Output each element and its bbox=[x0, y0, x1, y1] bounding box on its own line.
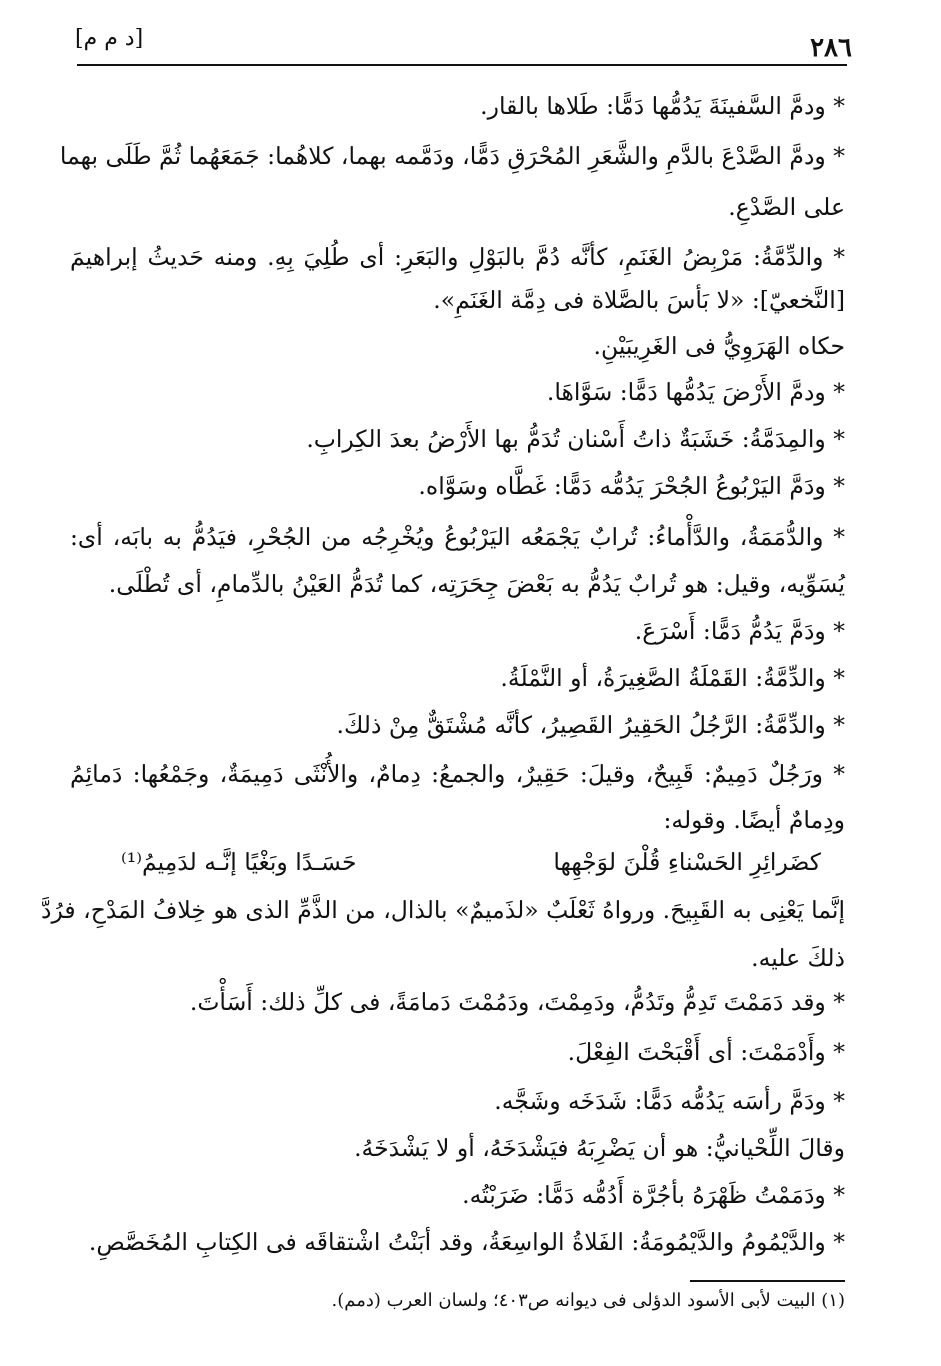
text-line: * ورَجُلٌ دَمِيمٌ: قَبِيحٌ، وقيلَ: حَقِيرٌ، والجمعُ: دِمامٌ، والأُنْثَى دَمِيمَةٌ، وجَمْعُها: دَمائِمُ bbox=[70, 760, 845, 788]
text-line: إنَّما يَعْنِى به القَبِيحَ. ورواهُ ثَعْلَبٌ «لذَميمٌ» بالذال، من الذَّمِّ الذى هو خِلافُ المَدْحِ، فرُدَّ bbox=[40, 896, 845, 924]
text-line: * والدَّيْمُومُ والدَّيْمُومَةُ: الفَلاةُ الواسِعَةُ، وقد أبَنْتُ اشْتقاقَه فى الكِتابِ المُخَصَّصِ. bbox=[88, 1228, 845, 1256]
text-line: * ودَمَّ رأسَه يَدُمُّه دَمًّا: شَدَخَه وشَجَّه. bbox=[494, 1087, 845, 1115]
text-line: * والدِّمَّةُ: القَمْلَةُ الصَّغِيرَةُ، أو النَّمْلَةُ. bbox=[500, 664, 845, 692]
text-line: * وأَدْمَمْتَ: أى أَقْبَحْتَ الفِعْلَ. bbox=[567, 1038, 845, 1066]
text-line: * والدِّمَّةُ: الرَّجُلُ الحَقِيرُ القَصِيرُ، كأنَّه مُشْتَقٌّ مِنْ ذلكَ. bbox=[336, 711, 845, 739]
text-line: * ودمَّ الأَرْضَ يَدُمُّها دَمًّا: سَوَّاهَا. bbox=[546, 378, 845, 406]
text-line: * ودمَّ الصَّدْعَ بالدَّمِ والشَّعَرِ المُحْرَقِ دَمًّا، ودَمَّمه بهما، كلاهُما: جَمَعَهُما ثُمَّ طَلَى بهما bbox=[59, 142, 845, 170]
text-line: * ودَمَمْتُ ظَهْرَهُ بأجُرَّة أَدُمُّه دَمًّا: ضَرَبْتُه. bbox=[462, 1181, 845, 1209]
verse-second-hemistich: حَسَـدًا وبَغْيًا إنَّـه لدَمِيمُ⁽¹⁾ bbox=[121, 848, 357, 876]
text-line: * وقد دَمَمْتَ تَدِمُّ وتَدُمُّ، ودَمِمْتَ، ودَمُمْتَ دَمامَةً، فى كلِّ ذلك: أَسَأْتَ. bbox=[189, 988, 845, 1016]
verse-first-hemistich: كضَرائِرِ الحَسْناءِ قُلْنَ لوَجْهِها bbox=[553, 848, 821, 876]
text-line: على الصَّدْعِ. bbox=[728, 193, 845, 221]
text-line: وقالَ اللِّحْيانيُّ: هو أن يَضْرِبَهُ فيَشْدَخَهُ، أو لا يَشْدَخَهُ. bbox=[354, 1134, 845, 1162]
text-line: * والدُّمَمَةُ، والدَّأْماءُ: تُرابٌ يَجْمَعُه اليَرْبُوعُ ويُخْرِجُه من الجُحْرِ، فيَدُمُّ به بابَه، أى: bbox=[70, 523, 845, 551]
text-line: ودِمامٌ أيضًا. وقوله: bbox=[663, 806, 845, 834]
text-line: * ودمَّ السَّفينَةَ يَدُمُّها دَمًّا: طَلاها بالقار. bbox=[480, 92, 845, 120]
poetry-verse bbox=[121, 840, 821, 884]
footnote-rule bbox=[690, 1280, 845, 1282]
header-rule bbox=[77, 64, 847, 66]
page-number: ٢٨٦ bbox=[810, 33, 852, 63]
text-line: * ودَمَّ اليَرْبُوعُ الجُحْرَ يَدُمُّه دَمًّا: غَطَّاه وسَوَّاه. bbox=[418, 472, 845, 500]
text-line: ذلكَ عليه. bbox=[751, 944, 845, 972]
text-line: * والدِّمَّةُ: مَرْبِضُ الغَنَمِ، كأنَّه دُمَّ بالبَوْلِ والبَعَرِ: أى طُلِيَ بِهِ. ومنه حَديثُ إبراهيمَ bbox=[70, 243, 845, 271]
text-line: حكاه الهَرَوِيُّ فى الغَرِيبَيْنِ. bbox=[593, 332, 845, 360]
entry-root-header: [د م م] bbox=[75, 26, 144, 51]
text-line: يُسَوِّيه، وقيل: هو تُرابٌ يَدُمُّ به بَعْضَ جِحَرَتِه، كما تُدَمُّ العَيْنُ بالدِّمامِ، أى تُطْلَى. bbox=[108, 570, 845, 598]
text-line: * والمِدَمَّةُ: خَشَبَةٌ ذاتُ أَسْنان تُدَمُّ بها الأَرْضُ بعدَ الكِرابِ. bbox=[306, 425, 845, 453]
text-line: [النَّخعيّ]: «لا بَأسَ بالصَّلاة فى دِمَّة الغَنَمِ». bbox=[433, 286, 845, 314]
footnote: (١) البيت لأبى الأسود الدؤلى فى ديوانه ص٤٠٣؛ ولسان العرب (دمم). bbox=[331, 1290, 845, 1311]
text-line: * ودَمَّ يَدُمُّ دَمًّا: أَسْرَعَ. bbox=[634, 617, 845, 645]
